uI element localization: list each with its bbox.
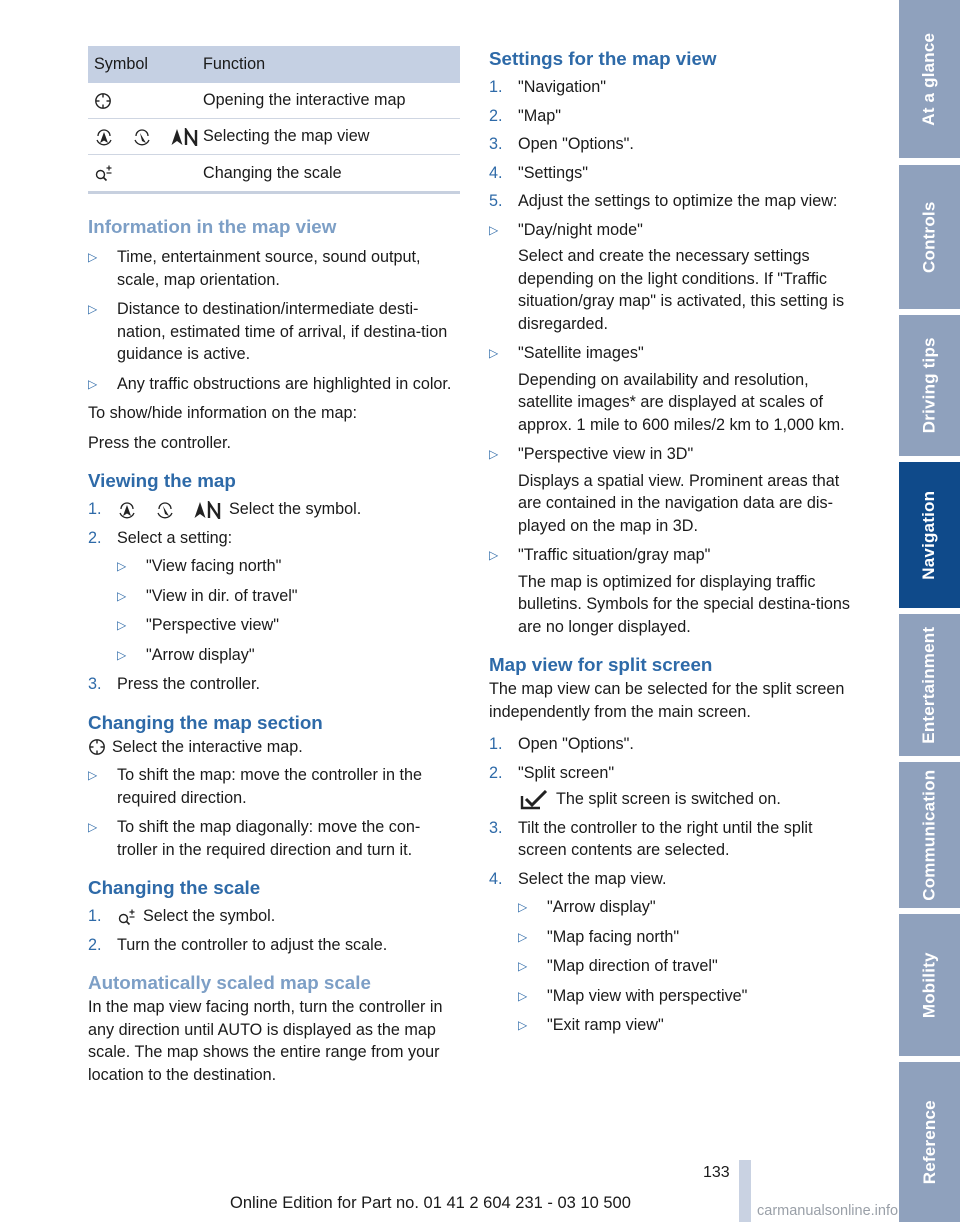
scale-heading: Changing the scale	[88, 877, 261, 898]
viewing-heading: Viewing the map	[88, 470, 236, 491]
list-item: ▷ To shift the map diagonally: move the con-troller in the required direction and turn it.	[88, 818, 421, 859]
tab-controls[interactable]: Controls	[899, 165, 960, 309]
list-item: ▷ "Arrow display"	[518, 896, 865, 919]
row-function: Selecting the map view	[203, 127, 370, 146]
bullet-triangle-icon: ▷	[88, 376, 98, 391]
section-intro: Select the interactive map.	[88, 736, 460, 759]
right-column	[489, 46, 865, 1044]
crosshair-icon	[94, 92, 112, 110]
list-item: 1. "Navigation"	[489, 78, 606, 96]
header-symbol: Symbol	[94, 55, 148, 74]
list-item: ▷ "Day/night mode" Select and create the necessary settings depending on the light conditions. If "Traffic situation/gray map" is activated, this setting is disregarded.	[489, 220, 845, 333]
list-item: ▷ "Map view with perspective"	[518, 985, 865, 1008]
table-row	[88, 83, 460, 119]
list-item: ▷ To shift the map: move the controller in the required direction.	[88, 766, 423, 807]
symbol-table	[88, 46, 460, 194]
bullet-triangle-icon: ▷	[88, 768, 98, 782]
map-view-perspective-icon	[132, 127, 152, 147]
list-item: 2. "Map"	[489, 106, 561, 125]
bullet-triangle-icon: ▷	[117, 559, 127, 573]
bullet-triangle-icon: ▷	[88, 250, 98, 264]
tab-communication[interactable]: Communication	[899, 762, 960, 908]
scale-icon	[94, 164, 114, 182]
table-row	[88, 155, 460, 191]
viewing-steps	[88, 498, 460, 696]
list-item: ▷ Any traffic obstructions are highlighted in color.	[88, 373, 460, 396]
map-view-travel-icon	[117, 500, 137, 520]
split-heading: Map view for split screen	[489, 654, 713, 675]
list-item: ▷ "View facing north"	[117, 555, 460, 578]
crosshair-icon	[88, 738, 106, 756]
row-function: Changing the scale	[203, 163, 342, 182]
split-steps	[489, 733, 865, 1037]
tab-entertainment[interactable]: Entertainment	[899, 614, 960, 756]
list-item: 2. Select a setting: ▷ "View facing north" ▷ "View in dir. of travel" ▷ "Perspective view" ▷ "Arrow display"	[88, 527, 460, 667]
table-header	[88, 46, 460, 83]
bullet-triangle-icon: ▷	[518, 1018, 528, 1032]
bullet-triangle-icon: ▷	[489, 222, 499, 237]
info-list	[88, 246, 460, 395]
chapter-tabs	[899, 0, 960, 1222]
bullet-triangle-icon: ▷	[518, 988, 528, 1003]
bullet-triangle-icon: ▷	[489, 346, 499, 360]
table-row	[88, 119, 460, 155]
section-list	[88, 764, 460, 861]
list-item: 2. Turn the controller to adjust the scale.	[88, 935, 388, 954]
watermark: carmanualsonline.info	[757, 1203, 899, 1219]
section-heading: Changing the map section	[88, 711, 323, 733]
bullet-triangle-icon: ▷	[489, 548, 499, 562]
list-item: 4. Select the map view. ▷ "Arrow display" ▷ "Map facing north" ▷ "Map direction of travel" ▷ "Map view with perspective" ▷ "Exit ramp view"	[489, 868, 865, 1037]
bullet-triangle-icon: ▷	[518, 929, 528, 944]
checkbox-checked-icon	[520, 790, 548, 810]
list-item: ▷ Distance to destination/intermediate desti-nation, estimated time of arrival, if destina-tion guidance is active.	[88, 300, 448, 363]
split-intro: The map view can be selected for the split screen independently from the main screen.	[489, 680, 845, 721]
row-function: Opening the interactive map	[203, 91, 406, 110]
bullet-triangle-icon: ▷	[117, 647, 127, 662]
bullet-triangle-icon: ▷	[117, 588, 127, 603]
list-item: ▷ "Map direction of travel"	[518, 955, 865, 978]
list-item: ▷ "Perspective view"	[117, 614, 460, 637]
bullet-triangle-icon: ▷	[518, 959, 528, 973]
left-column	[88, 46, 460, 1086]
north-arrow-icon	[193, 501, 223, 519]
list-item: 3. Open "Options".	[489, 135, 634, 153]
settings-steps	[489, 76, 865, 213]
list-item: 1. Select the symbol.	[88, 500, 362, 518]
page-marker	[739, 1160, 751, 1222]
north-arrow-icon	[170, 128, 200, 146]
list-item: ▷ "Map facing north"	[518, 926, 865, 949]
list-item: 3. Tilt the controller to the right until the split screen contents are selected.	[489, 818, 813, 859]
list-item: 5. Adjust the settings to optimize the map view:	[489, 192, 838, 210]
header-function: Function	[203, 55, 266, 74]
bullet-triangle-icon: ▷	[88, 820, 98, 834]
list-item: ▷ "Satellite images" Depending on availability and resolution, satellite images* are displayed at scales of approx. 1 mile to 600 miles/2 km to 1,000 km.	[489, 344, 845, 434]
list-item: ▷ "Perspective view in 3D" Displays a spatial view. Prominent areas that are contained in the navigation data are dis-played on the map in 3D.	[489, 445, 840, 535]
map-view-travel-icon	[94, 127, 114, 147]
auto-scale-text: In the map view facing north, turn the controller in any direction until AUTO is displayed as the map scale. The map shows the entire range from your location to the destination.	[88, 998, 443, 1084]
list-item: ▷ "Arrow display"	[117, 644, 460, 667]
settings-list	[489, 219, 865, 639]
page-number: 133	[703, 1164, 730, 1181]
settings-heading: Settings for the map view	[489, 48, 717, 69]
bullet-triangle-icon: ▷	[88, 302, 98, 316]
list-item: 4. "Settings"	[489, 163, 588, 182]
tab-navigation[interactable]: Navigation	[899, 462, 960, 608]
list-item: 1. Select the symbol.	[88, 907, 276, 925]
bullet-triangle-icon: ▷	[489, 447, 499, 461]
info-note: Press the controller.	[88, 433, 232, 452]
list-item: ▷ "Exit ramp view"	[518, 1014, 865, 1037]
list-item: 1. Open "Options".	[489, 735, 634, 753]
map-view-perspective-icon	[155, 500, 175, 520]
tab-mobility[interactable]: Mobility	[899, 914, 960, 1056]
bullet-triangle-icon: ▷	[518, 900, 528, 914]
footer-text: Online Edition for Part no. 01 41 2 604 231 - 03 10 500	[230, 1194, 631, 1212]
tab-driving-tips[interactable]: Driving tips	[899, 315, 960, 456]
list-item: ▷ "View in dir. of travel"	[117, 585, 460, 608]
list-item: ▷ "Traffic situation/gray map" The map is optimized for displaying traffic bulletins. Symbols for the special destina-tions are no longer displayed.	[489, 546, 851, 636]
list-item: 3. Press the controller.	[88, 675, 261, 693]
info-note: To show/hide information on the map:	[88, 404, 358, 422]
list-item: 2. "Split screen" The split screen is switched on.	[489, 763, 781, 808]
scale-icon	[117, 908, 137, 926]
scale-steps	[88, 905, 460, 956]
info-heading: Information in the map view	[88, 216, 337, 237]
auto-scale-heading: Automatically scaled map scale	[88, 972, 371, 993]
bullet-triangle-icon: ▷	[117, 618, 127, 632]
list-item: ▷ Time, entertainment source, sound output, scale, map orientation.	[88, 248, 421, 289]
tab-reference[interactable]: Reference	[899, 1062, 960, 1222]
tab-at-a-glance[interactable]: At a glance	[899, 0, 960, 158]
